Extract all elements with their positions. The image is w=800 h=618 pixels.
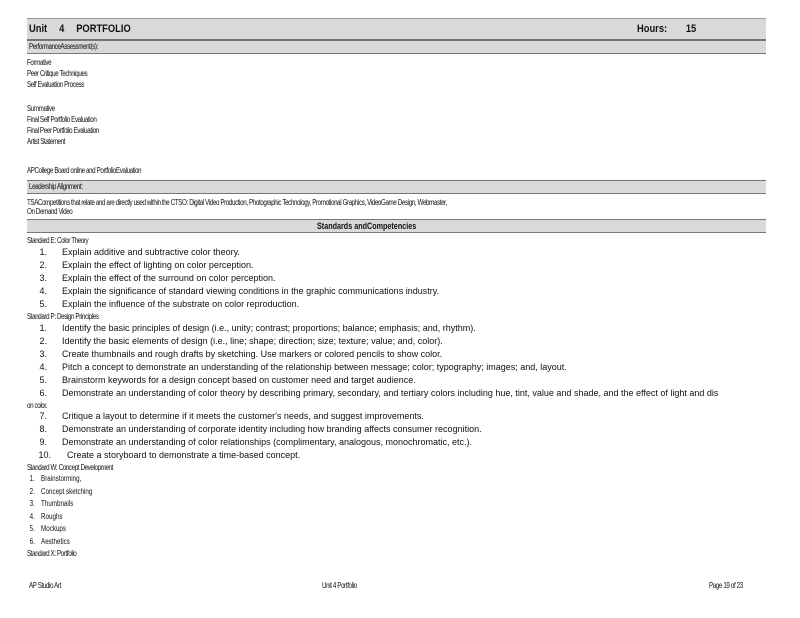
list-item: 4. Roughs <box>29 511 63 521</box>
list-item: 6. Demonstrate an understanding of color theory by describing primary, secondary, and tertiary colors including hue, tint, value and shade, and the effect of light and dis <box>39 388 719 398</box>
standards-heading-band <box>27 219 766 233</box>
list-item: 7. Critique a layout to determine if it meets the customer's needs, and suggest improvements. <box>39 411 424 421</box>
standard-p-list <box>27 322 766 462</box>
list-item: 9. Demonstrate an understanding of color relationships (complimentary, analogous, monochromatic, etc.). <box>39 437 473 447</box>
list-item: 1. Explain additive and subtractive color theory. <box>39 247 240 257</box>
hours-value: 15 <box>685 23 697 35</box>
standards-heading: Standards andCompetencies <box>317 221 417 231</box>
list-item: 6. Aesthetics <box>29 536 70 546</box>
list-item: 4. Explain the significance of standard viewing conditions in the graphic communications industry. <box>39 286 440 296</box>
footer-unit: Unit 4 Portfolio <box>322 581 357 590</box>
assessment-heading: PerformanceAssessment(s): <box>29 42 98 51</box>
list-item: 2. Identify the basic elements of design (i.e., line; shape; direction; size; texture; value; and, color). <box>39 336 443 346</box>
list-item: 3. Create thumbnails and rough drafts by sketching. Use markers or colored pencils to show color. <box>39 349 443 359</box>
list-item: 3. Explain the effect of the surround on color perception. <box>39 273 276 283</box>
list-item-continuation: on color. <box>27 401 48 410</box>
list-item: 3. Thumbnails <box>29 499 74 508</box>
formative-item: Peer Critique Techniques <box>27 69 88 78</box>
unit-number: 4 <box>59 23 65 35</box>
formative-item: Self Evaluation Process <box>27 80 84 89</box>
list-item: 1. Brainstorming, <box>29 474 82 483</box>
summative-item: Final Self Portfolio Evaluation <box>27 115 97 124</box>
document-page <box>27 18 766 559</box>
leadership-heading: Leadership Alignment: <box>29 182 83 191</box>
list-item: 5. Brainstorm keywords for a design concept based on customer need and target audience. <box>39 375 416 385</box>
assessment-heading-band <box>27 40 766 54</box>
unit-header <box>27 18 766 40</box>
list-item: 5. Explain the influence of the substrate on color reproduction. <box>39 299 300 309</box>
summative-label: Summative <box>27 104 55 113</box>
leadership-line: On Demand Video <box>27 207 73 216</box>
standard-x-label: Standard X: Portfolio <box>27 549 77 558</box>
leadership-section <box>27 194 766 219</box>
formative-label: Formative <box>27 58 52 67</box>
list-item: 1. Identify the basic principles of design (i.e., unity; contrast; proportions; balance; emphasis; and, rhythm). <box>39 323 476 333</box>
unit-title <box>29 23 143 35</box>
standard-e-label: Standard E: Color Theory <box>27 236 89 245</box>
assessment-section <box>27 54 766 180</box>
standard-w-label: Standard W: Concept Development <box>27 463 113 472</box>
unit-name: PORTFOLIO <box>76 23 131 35</box>
list-item: 8. Demonstrate an understanding of corporate identity including how branding affects consumer recognition. <box>39 424 482 434</box>
footer-course: AP Studio Art <box>29 581 61 590</box>
list-item: 2. Concept sketching <box>29 486 93 496</box>
standard-e-list <box>27 246 766 311</box>
list-item: 4. Pitch a concept to demonstrate an understanding of the relationship between message; color; typography; images; and, layout. <box>39 362 567 372</box>
leadership-line: TSACompetitions that relate and are directly used within the CTSO: Digital Video Production, Photographic Technology, Promotional Graphics, VideoGame Design, Webmaster, <box>27 198 447 207</box>
summative-item: Final Peer Portfolio Evaluation <box>27 126 99 135</box>
hours <box>637 23 715 35</box>
standard-w-list <box>27 473 766 548</box>
list-item: 2. Explain the effect of lighting on color perception. <box>39 260 254 270</box>
unit-label: Unit <box>29 23 48 35</box>
summative-item: Artist Statement <box>27 137 66 146</box>
footer-page-number: Page 19 of 23 <box>709 581 743 590</box>
ap-evaluation-line: APCollege Board online and PortfolioEvaluation <box>27 166 142 175</box>
standard-p-label: Standard P: Design Principles <box>27 312 99 321</box>
leadership-heading-band <box>27 180 766 194</box>
page-footer <box>29 581 769 593</box>
list-item: 5. Mockups <box>29 524 67 533</box>
list-item: 10. Create a storyboard to demonstrate a time-based concept. <box>38 450 301 460</box>
hours-label: Hours: <box>637 23 668 35</box>
